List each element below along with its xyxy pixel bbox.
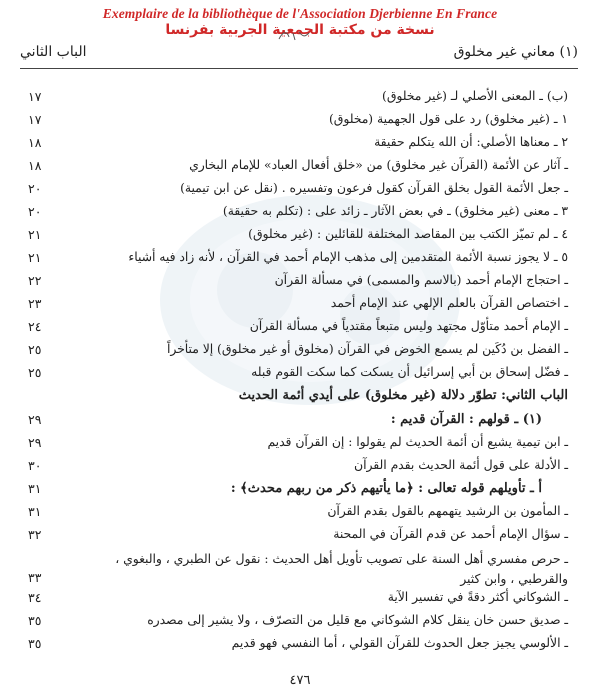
toc-entry-text: ـ المأمون بن الرشيد يتهمهم بالقول بقدم القرآن: [327, 504, 568, 518]
toc-entry-text: ـ فضّل إسحاق بن أبي إسرائيل أن يسكت كما سكت القوم قبله: [251, 365, 568, 379]
toc-entry: [28, 341, 568, 364]
toc-entry-page: ٣٤: [28, 590, 42, 605]
header-chapter-title: الباب الثاني: [20, 44, 87, 60]
toc-entry-page: ٣٢: [28, 527, 42, 542]
toc-entry-page: ١٧: [28, 112, 42, 127]
toc-entry: [28, 411, 568, 434]
running-header: [20, 44, 578, 66]
toc-entry: [28, 589, 568, 612]
toc-entry: [28, 612, 568, 635]
toc-entry-page: ٢٣: [28, 296, 42, 311]
toc-entry-text: ـ الألوسي يجيز جعل الحدوث للقرآن القولي ، أما النفسي فهو قديم: [231, 636, 568, 650]
toc-entry-text: ـ حرص مفسري أهل السنة على تصويب تأويل أهل الحديث : نقول عن الطبري ، والبغوي ، والقرطبي ، وابن كثير: [115, 552, 568, 586]
toc-entry-text: الباب الثاني: تطوّر دلالة (غير مخلوق) على أيدي أئمة الحديث: [238, 388, 568, 403]
toc-entry-text: ـ جعل الأئمة القول بخلق القرآن كقول فرعون وتفسيره . (نقل عن ابن تيمية): [180, 181, 568, 195]
toc-entry: [28, 318, 568, 341]
toc-entry-text: ١ ـ (غير مخلوق) رد على قول الجهمية (مخلوق): [329, 112, 568, 126]
toc-entry: [28, 134, 568, 157]
toc-entry: [28, 88, 568, 111]
toc-entry-page: ١٨: [28, 135, 42, 150]
toc-entry-text: ـ سؤال الإمام أحمد عن قدم القرآن في المحنة: [333, 527, 568, 541]
header-divider: [20, 68, 578, 69]
header-section-title: (١) معاني غير مخلوق: [453, 44, 578, 60]
toc-entry-page: ٣٥: [28, 636, 42, 651]
toc-entry-text: ـ الأدلة على قول أئمة الحديث بقدم القرآن: [354, 458, 568, 472]
toc-entry-text: ـ احتجاج الإمام أحمد (بالاسم والمسمى) في مسألة القرآن: [274, 273, 568, 287]
toc-entry-page: ٢٢: [28, 273, 42, 288]
toc-entry: [28, 157, 568, 180]
toc-entry-page: ٣٣: [28, 570, 42, 585]
toc-entry-text: ٤ ـ لم تميّز الكتب بين المقاصد المختلفة للقائلين : (غير مخلوق): [248, 227, 568, 241]
toc-entry-page: ٢٤: [28, 319, 42, 334]
toc-entry: [28, 457, 568, 480]
toc-entry: [28, 387, 568, 411]
watermark-french: Exemplaire de la bibliothèque de l'Association Djerbienne En France: [102, 6, 498, 21]
toc-entry: [28, 249, 568, 272]
toc-entry: [28, 635, 568, 658]
toc-entry-text: ـ اختصاص القرآن بالعلم الإلهي عند الإمام أحمد: [330, 296, 568, 310]
toc-entry: [28, 295, 568, 318]
page-number: ٤٧٦: [289, 673, 311, 688]
toc-entry-page: ٢٠: [28, 204, 42, 219]
toc-entry-text: (ب) ـ المعنى الأصلي لـ (غير مخلوق): [382, 89, 568, 103]
toc-entry-text: ـ ابن تيمية يشيع أن أئمة الحديث لم يقولوا : إن القرآن قديم: [267, 435, 568, 449]
toc-entry-text: ٣ ـ معنى (غير مخلوق) ـ في بعض الآثار ـ زائد على : (تكلم به حقيقة): [222, 204, 568, 218]
toc-entry-text: ـ الشوكاني أكثر دقةً في تفسير الآية: [387, 590, 568, 604]
toc-entry: [28, 203, 568, 226]
toc-entry-text: ٥ ـ لا يجوز نسبة الأئمة المتقدمين إلى مذهب الإمام أحمد في القرآن ، لأنه زاد فيه أشياء: [128, 250, 568, 264]
toc-entry-page: ٣١: [28, 504, 42, 519]
toc-entry-text: ـ الفضل بن دُكَين لم يسمع الخوض في القرآن (مخلوق أو غير مخلوق) إلا متأخراً: [166, 342, 568, 356]
toc-entry: [28, 503, 568, 526]
toc-entry-page: ٢٥: [28, 342, 42, 357]
toc-entry-text: ـ الإمام أحمد متأوّل مجتهد وليس متبعاً مقتدياً في مسألة القرآن: [249, 319, 568, 333]
toc-entry: [28, 272, 568, 295]
toc-entry: [28, 226, 568, 249]
toc-entry: [28, 480, 568, 503]
toc-entry-page: ٢٩: [28, 412, 42, 427]
toc-entry-page: ٢١: [28, 250, 42, 265]
toc-entry-text: ـ آثار عن الأئمة (القرآن غير مخلوق) من «خلق أفعال العباد» للإمام البخاري: [189, 158, 568, 172]
handwritten-mark: [275, 29, 315, 43]
table-of-contents: [28, 88, 568, 658]
watermark-arabic: نسخة من مكتبة الجمعية الجربية بفرنسا: [165, 22, 435, 38]
toc-entry-text: أ ـ تأويلهم قوله تعالى : ﴿ما يأتيهم ذكر من ربهم محدث﴾ :: [230, 481, 542, 496]
toc-entry: [28, 111, 568, 134]
toc-entry-page: ٢١: [28, 227, 42, 242]
toc-entry-page: ٢٩: [28, 435, 42, 450]
toc-entry-page: ٣٥: [28, 613, 42, 628]
toc-entry-text: ـ صديق حسن خان ينقل كلام الشوكاني مع قليل من التصرّف ، ولا يشير إلى مصدره: [147, 613, 568, 627]
toc-entry-page: ٣٠: [28, 458, 42, 473]
toc-entry: [28, 549, 568, 589]
toc-entry: [28, 364, 568, 387]
toc-entry: [28, 526, 568, 549]
toc-entry-page: ١٨: [28, 158, 42, 173]
toc-entry-text: ٢ ـ معناها الأصلي: أن الله يتكلم حقيقة: [374, 135, 568, 149]
toc-entry-page: ٢٥: [28, 365, 42, 380]
toc-entry-page: ١٧: [28, 89, 42, 104]
toc-entry: [28, 180, 568, 203]
toc-entry-page: ٢٠: [28, 181, 42, 196]
toc-entry-text: (١) ـ قولهم : القرآن قديم :: [390, 412, 542, 427]
toc-entry-page: ٣١: [28, 481, 42, 496]
toc-entry: [28, 434, 568, 457]
